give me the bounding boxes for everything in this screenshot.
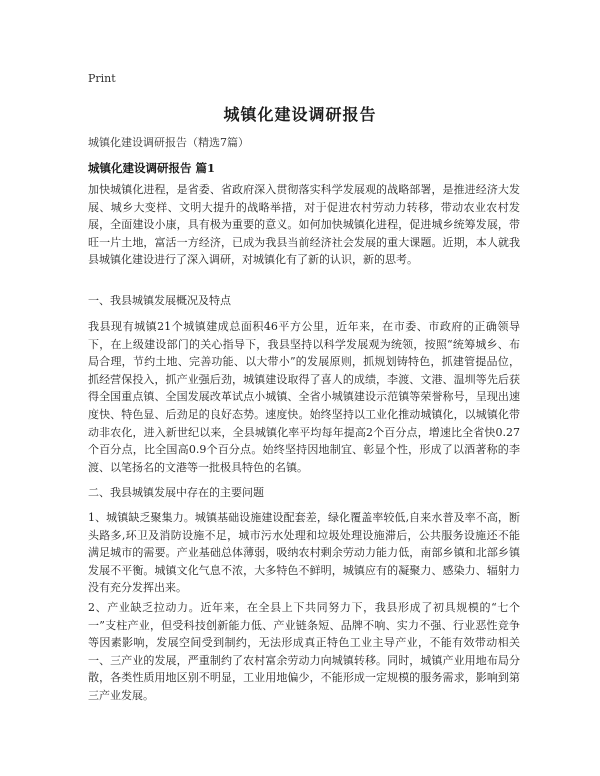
issue-paragraph-1: 1、城镇缺乏聚集力。城镇基础设施建设配套差，绿化覆盖率较低,自来水普及率不高，断头路多,环卫及消防设施不足，城市污水处理和垃圾处理设施滞后，公共服务设施还不能满足城市的需要。产业基础总体薄弱，吸纳农村剩余劳动力能力低，南部乡镇和北部乡镇发展不平衡。城镇文化气息不浓，大多特色不鲜明，城镇应有的凝聚力、感染力、辐射力没有充分发挥出来。 xyxy=(88,511,520,595)
document-subtitle: 城镇化建设调研报告（精选7篇） xyxy=(88,136,249,149)
intro-paragraph: 加快城镇化进程，是省委、省政府深入贯彻落实科学发展观的战略部署，是推进经济大发展、城乡大变样、文明大提升的战略举措，对于促进农村劳动力转移，带动农业农村发展，全面建设小康，具有极为重要的意义。如何加快城镇化进程，促进城乡统筹发展，带旺一片土地，富活一方经济，已成为我县当前经济社会发展的重大课题。近期，本人就我县城镇化建设进行了深入调研，对城镇化有了新的认识，新的思考。 xyxy=(88,183,520,267)
section-heading: 城镇化建设调研报告 篇1 xyxy=(88,161,216,175)
overview-paragraph: 我县现有城镇21个城镇建成总面积46平方公里，近年来，在市委、市政府的正确领导下，在上级建设部门的关心指导下，我县坚持以科学发展观为统领，按照“统筹城乡、布局合理，节约土地、完善功能、以大带小”的发展原则，抓规划铸特色，抓建管提品位，抓经营保投入，抓产业强后劲，城镇建设取得了喜人的成绩，李渡、文港、温圳等先后获得全国重点镇、全国发展改革试点小城镇、全省小城镇建设示范镇等荣誉称号，呈现出速度快、特色显、后劲足的良好态势。速度快。始终坚持以工业化推动城镇化，以城镇化带动非农化，进入新世纪以来，全县城镇化率平均每年提高2个百分点，增速比全省快0.27个百分点，比全国高0.9个百分点。始终坚持因地制宜、彰显个性，形成了以酒著称的李渡、以笔扬名的文港等一批极具特色的名镇。 xyxy=(88,320,520,474)
heading-issues: 二、我县城镇发展中存在的主要问题 xyxy=(88,486,264,499)
document-title: 城镇化建设调研报告 xyxy=(223,105,377,124)
issue-paragraph-2: 2、产业缺乏拉动力。近年来，在全县上下共同努力下，我县形成了初具规模的“七个一”支柱产业，但受科技创新能力低、产业链条短、品牌不响、实力不强、行业恶性竞争等因素影响，发展空间受到制约，无法形成真正特色工业主导产业，不能有效带动相关一、三产业的发展，严重制约了农村富余劳动力向城镇转移。同时，城镇产业用地布局分散，各类性质用地区别不明显，工业用地偏少，不能形成一定规模的服务需求，影响到第三产业发展。 xyxy=(88,601,520,702)
heading-overview: 一、我县城镇发展概况及特点 xyxy=(88,294,231,307)
print-label[interactable]: Print xyxy=(88,72,116,85)
